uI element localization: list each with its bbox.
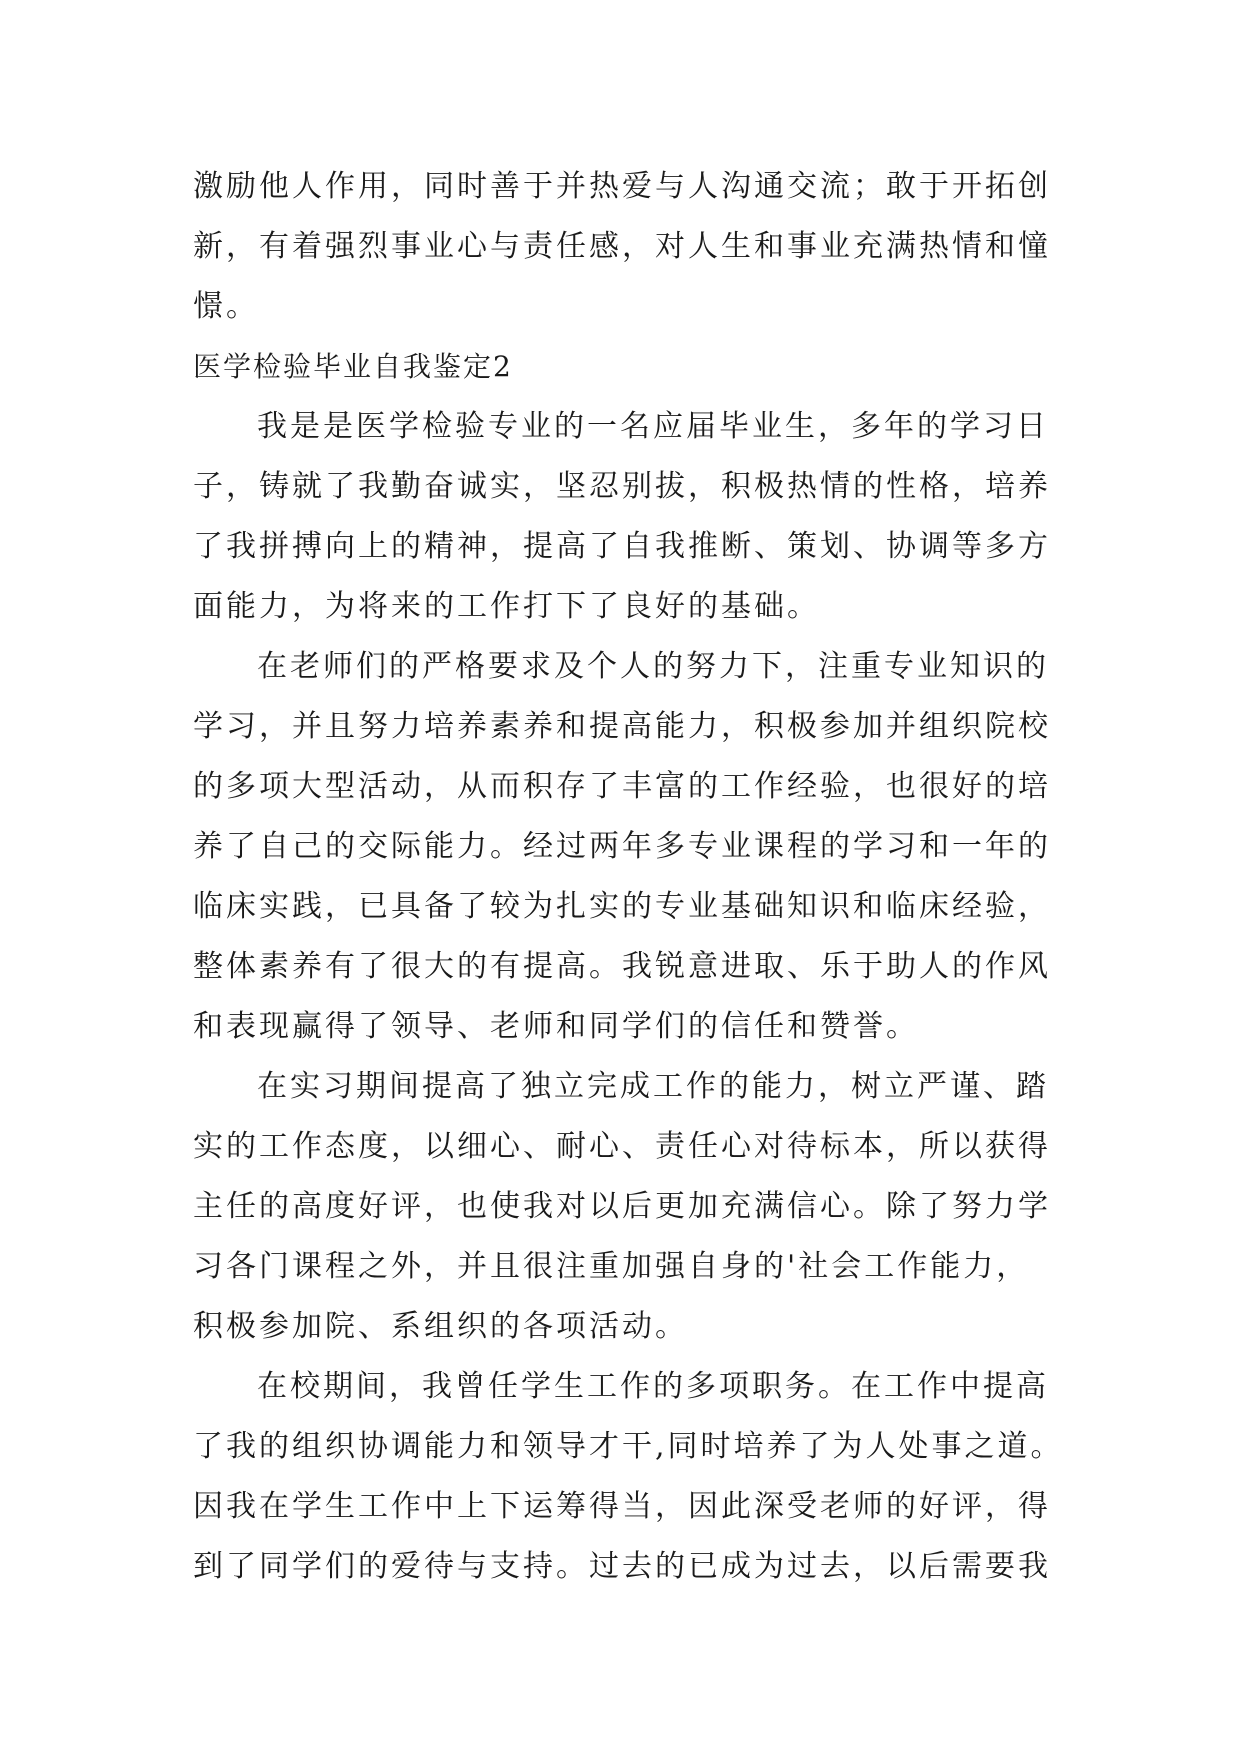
paragraph-line: 整体素养有了很大的有提高。我锐意进取、乐于助人的作风 <box>193 949 1051 984</box>
paragraph-line: 习各门课程之外，并且很注重加强自身的'社会工作能力， <box>193 1249 1030 1284</box>
paragraph-line: 我是是医学检验专业的一名应届毕业生，多年的学习日 <box>257 409 1049 444</box>
paragraph-line: 在实习期间提高了独立完成工作的能力，树立严谨、踏 <box>257 1069 1049 1104</box>
paragraph-line: 在校期间，我曾任学生工作的多项职务。在工作中提高 <box>257 1369 1049 1404</box>
intro-line: 激励他人作用，同时善于并热爱与人沟通交流；敢于开拓创 <box>193 169 1051 204</box>
paragraph-4 <box>193 1357 1064 1597</box>
paragraph-line: 实的工作态度，以细心、耐心、责任心对待标本，所以获得 <box>193 1129 1051 1164</box>
paragraph-line: 了我拼搏向上的精神，提高了自我推断、策划、协调等多方 <box>193 529 1051 564</box>
paragraph-line: 了我的组织协调能力和领导才干,同时培养了为人处事之道。 <box>193 1429 1064 1464</box>
section-heading: 医学检验毕业自我鉴定2 <box>193 350 513 383</box>
paragraph-line: 和表现赢得了领导、老师和同学们的信任和赞誉。 <box>193 1009 919 1044</box>
intro-line: 憬。 <box>193 289 259 324</box>
paragraph-line: 临床实践，已具备了较为扎实的专业基础知识和临床经验， <box>193 889 1051 924</box>
paragraph-line: 养了自己的交际能力。经过两年多专业课程的学习和一年的 <box>193 829 1051 864</box>
paragraph-line: 到了同学们的爱待与支持。过去的已成为过去，以后需要我 <box>193 1549 1051 1584</box>
paragraph-3 <box>193 1057 1053 1357</box>
document-body <box>193 157 1064 1597</box>
intro-line: 新，有着强烈事业心与责任感，对人生和事业充满热情和憧 <box>193 229 1051 264</box>
paragraph-line: 主任的高度好评，也使我对以后更加充满信心。除了努力学 <box>193 1189 1051 1224</box>
paragraph-1 <box>193 397 1053 637</box>
paragraph-line: 在老师们的严格要求及个人的努力下，注重专业知识的 <box>257 649 1049 684</box>
paragraph-2 <box>193 637 1053 1057</box>
paragraph-line: 因我在学生工作中上下运筹得当，因此深受老师的好评，得 <box>193 1489 1051 1524</box>
paragraph-line: 积极参加院、系组织的各项活动。 <box>193 1309 688 1344</box>
paragraph-line: 子，铸就了我勤奋诚实，坚忍别拔，积极热情的性格，培养 <box>193 469 1051 504</box>
paragraph-line: 面能力，为将来的工作打下了良好的基础。 <box>193 589 820 624</box>
paragraph-line: 学习，并且努力培养素养和提高能力，积极参加并组织院校 <box>193 709 1051 744</box>
paragraph-line: 的多项大型活动，从而积存了丰富的工作经验，也很好的培 <box>193 769 1051 804</box>
